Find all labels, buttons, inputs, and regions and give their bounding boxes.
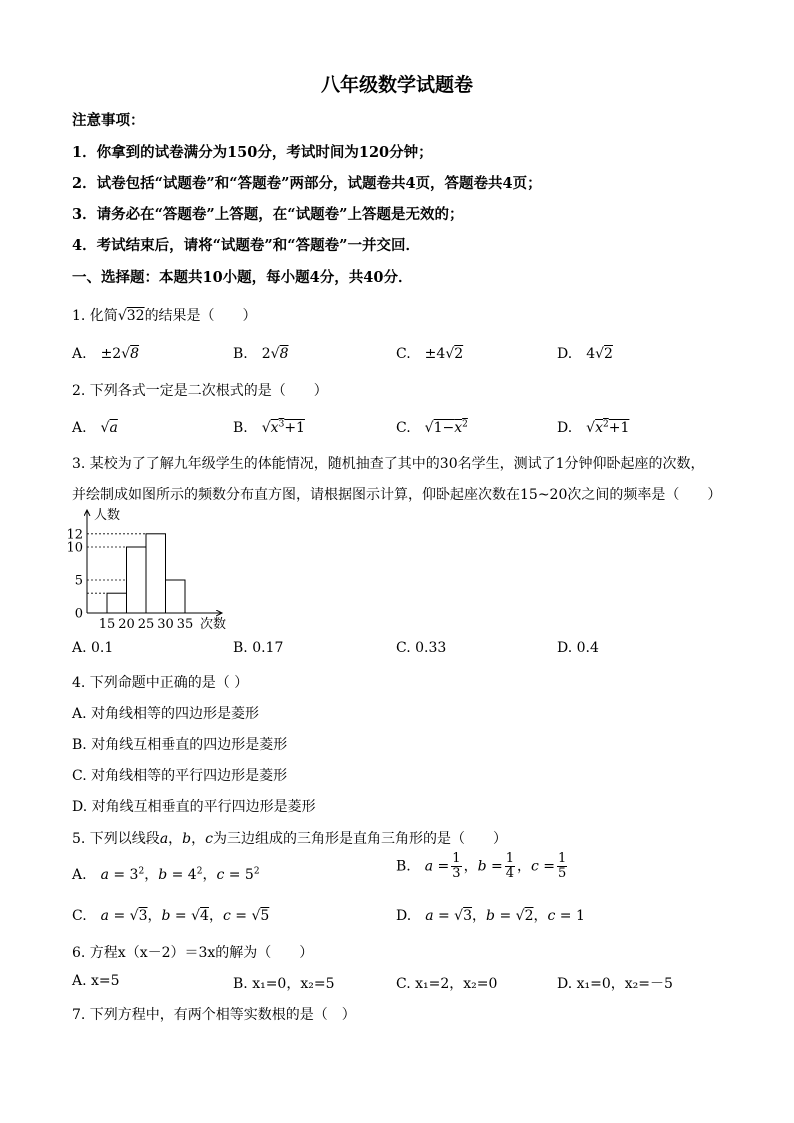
x-tick-label: 35	[176, 617, 194, 632]
sqrt-32: √32	[117, 308, 145, 324]
notice-item: 3．请务必在“答题卷”上答题，在“试题卷”上答题是无效的；	[72, 206, 464, 223]
y-axis-label: 人数	[94, 508, 121, 523]
option-b[interactable]: B. 0.17	[233, 640, 284, 656]
option-c[interactable]: C. 0.33	[396, 640, 447, 656]
x-tick-label: 30	[157, 617, 174, 632]
section-heading: 一、选择题：本题共10小题，每小题4分，共40分．	[72, 269, 413, 286]
question-1-prefix: 1. 化简	[72, 308, 118, 324]
page-title: 八年级数学试题卷	[320, 74, 473, 96]
option-d[interactable]: D. 0.4	[557, 640, 599, 656]
option-c[interactable]: C. x₁=2，x₂=0	[396, 976, 498, 992]
option-a[interactable]: A. √a	[72, 420, 118, 436]
notice-item: 2．试卷包括“试题卷”和“答题卷”两部分，试题卷共4页，答题卷共4页；	[72, 175, 542, 192]
option-b[interactable]: B. 2√8	[233, 346, 289, 362]
question-4: 4. 下列命题中正确的是（ ）	[72, 675, 249, 691]
x-tick-label: 20	[118, 617, 135, 632]
option-a[interactable]: A. 0.1	[72, 640, 114, 656]
question-5: 5. 下列以线段a，b，c为三边组成的三角形是直角三角形的是（ ）	[72, 831, 507, 847]
y-tick-label: 5	[74, 573, 83, 589]
option-d[interactable]: D. 4√2	[557, 346, 613, 362]
x-axis-label: 次数	[200, 617, 227, 632]
question-1	[72, 305, 257, 325]
notice-item: 4．考试结束后，请将“试题卷”和“答题卷”一并交回．	[72, 237, 420, 254]
question-3-line1: 3. 某校为了了解九年级学生的体能情况，随机抽查了其中的30名学生，测试了1分钟仰卧起座的次数，	[72, 456, 705, 472]
question-3-line2: 并绘制成如图所示的频数分布直方图，请根据图示计算，仰卧起座次数在15~20次之间的频率是（ ）	[72, 487, 722, 503]
notice-heading: 注意事项：	[72, 112, 145, 129]
question-6: 6. 方程x（x－2）＝3x的解为（ ）	[72, 945, 314, 961]
option-a[interactable]: A. $a = 3^2$，$b = 4^2$，$c = 5^2$	[72, 866, 260, 883]
histogram-chart	[60, 500, 240, 635]
x-tick-label: 25	[137, 617, 155, 632]
option-a[interactable]: A. ±2√8	[72, 346, 140, 362]
option-c[interactable]: C. ±4√2	[396, 346, 464, 362]
option-c[interactable]: C. a = √3，b = √4，c = √5	[72, 908, 270, 924]
y-tick-label: 10	[66, 540, 83, 556]
histogram-bar	[127, 547, 147, 613]
notice-item: 1．你拿到的试卷满分为150分，考试时间为120分钟；	[72, 144, 433, 161]
option-c[interactable]: C. 对角线相等的平行四边形是菱形	[72, 768, 288, 784]
histogram-bar	[166, 580, 186, 613]
question-1-suffix: 的结果是（ ）	[144, 308, 257, 324]
histogram-bar	[107, 593, 127, 613]
option-b[interactable]: B. 对角线互相垂直的四边形是菱形	[72, 737, 288, 753]
option-a[interactable]: A. 对角线相等的四边形是菱形	[72, 706, 260, 722]
option-d[interactable]: D. 对角线互相垂直的平行四边形是菱形	[72, 799, 316, 815]
option-b[interactable]: B. a = $\frac{1}{3}$ ，b = $\frac{1}{4}$ ，c = $\frac{1}{5}$	[396, 851, 567, 881]
option-d[interactable]: D. x₁=0，x₂=－5	[557, 976, 673, 992]
option-b[interactable]: B. x₁=0，x₂=5	[233, 976, 335, 992]
option-d[interactable]: D. $√x^2+1$	[557, 419, 630, 436]
option-b[interactable]: B. $√x^3+1$	[233, 419, 305, 436]
y-tick-label: 0	[74, 606, 83, 622]
question-2: 2. 下列各式一定是二次根式的是（ ）	[72, 383, 328, 399]
histogram-bar	[146, 534, 166, 613]
question-7: 7. 下列方程中，有两个相等实数根的是（ ）	[72, 1007, 356, 1023]
x-tick-label: 15	[98, 617, 116, 632]
option-a[interactable]: A. x=5	[72, 973, 120, 989]
option-d[interactable]: D. a = √3，b = √2，c = 1	[396, 908, 585, 924]
option-c[interactable]: C. $√1-x^2$	[396, 419, 468, 436]
y-tick-label: 12	[66, 527, 83, 543]
